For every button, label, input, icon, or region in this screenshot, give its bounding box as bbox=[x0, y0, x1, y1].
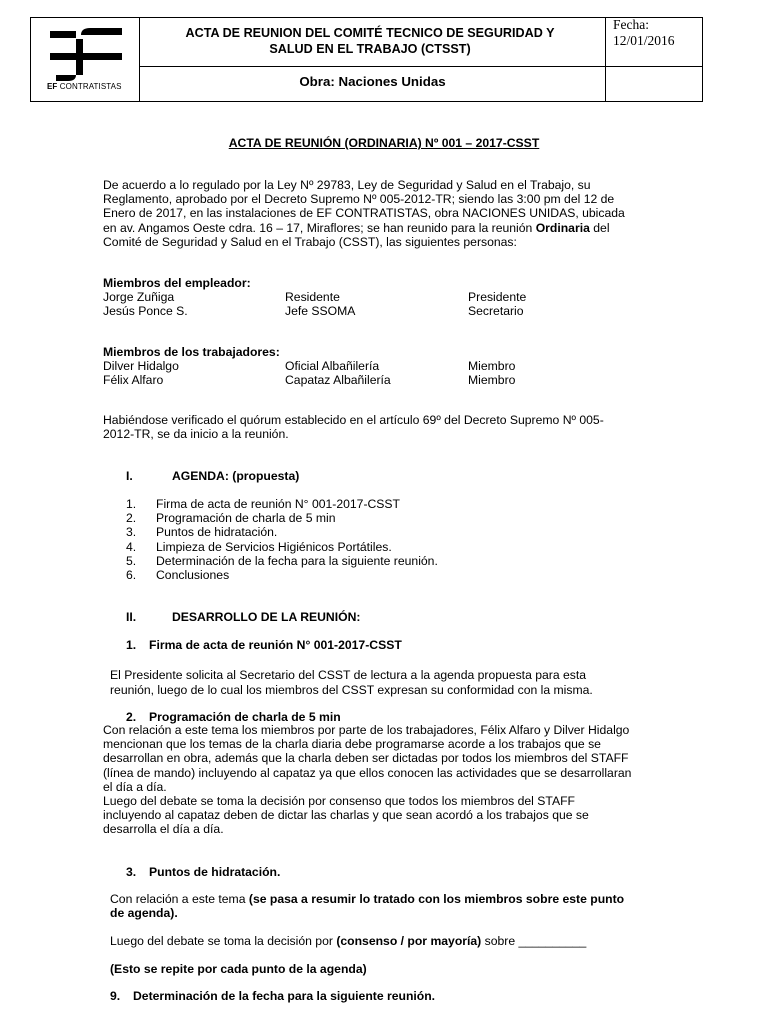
s2-paragraph: Con relación a este tema los miembros por parte de los trabajadores, Félix Alfaro y Dilver Hidalgo mencionan que los temas de la charla diaria debe programarse acorde a los trabajos que se desarrollan en obra, además que la charla deben ser dictadas por todos los miembros del STAFF (línea de mando) incluyendo al capataz ya que ellos conocen las actividades que se desarrollaran el día a día. Luego del debate se toma la decisión por consenso que todos los miembros del STAFF incluyendo al capataz deben de dictar las charlas y que sean acordó a los trabajos que se desarrolla el día a día. bbox=[103, 723, 632, 837]
member-role: Jefe SSOMA bbox=[285, 304, 356, 318]
subsection-number: 1. bbox=[126, 638, 137, 652]
section-number: II. bbox=[126, 610, 137, 624]
logo-text: EF CONTRATISTAS bbox=[47, 82, 122, 91]
agenda-item: Programación de charla de 5 min bbox=[156, 511, 336, 525]
member-name: Jorge Zuñiga bbox=[103, 290, 175, 304]
quorum-line: Habiéndose verificado el quórum establecido en el artículo 69º del Decreto Supremo Nº 005- bbox=[103, 413, 604, 427]
subsection-number: 3. bbox=[126, 865, 137, 879]
s3-paragraph-1-cont: de agenda). bbox=[110, 906, 178, 920]
document-header-title: ACTA DE REUNION DEL COMITÉ TECNICO DE SEGURIDAD Y SALUD EN EL TRABAJO (CTSST) bbox=[185, 26, 555, 56]
desarrollo-heading: DESARROLLO DE LA REUNIÓN: bbox=[172, 610, 361, 624]
member-name: Félix Alfaro bbox=[103, 373, 164, 387]
header-divider-logo bbox=[139, 17, 140, 102]
acta-title: ACTA DE REUNIÓN (ORDINARIA) Nº 001 – 2017-CSST bbox=[228, 136, 540, 150]
member-position: Miembro bbox=[468, 373, 516, 387]
agenda-item: Conclusiones bbox=[156, 568, 230, 582]
subsection-number: 2. bbox=[126, 710, 137, 724]
obra-label: Obra: Naciones Unidas bbox=[299, 74, 446, 89]
agenda-item: Limpieza de Servicios Higiénicos Portátiles. bbox=[156, 540, 392, 554]
member-position: Secretario bbox=[468, 304, 524, 318]
fecha-field: Fecha: 12/01/2016 bbox=[613, 17, 675, 48]
agenda-item: Firma de acta de reunión N° 001-2017-CSST bbox=[156, 497, 401, 511]
quorum-line: 2012-TR, se da inicio a la reunión. bbox=[103, 427, 289, 441]
agenda-item-number: 5. bbox=[126, 554, 137, 568]
s1-paragraph: El Presidente solicita al Secretario del CSST de lectura a la agenda propuesta para esta reunión, luego de lo cual los miembros del CSST expresan su conformidad con la misma. bbox=[110, 668, 593, 697]
empleador-heading: Miembros del empleador: bbox=[103, 276, 251, 290]
agenda-item-number: 1. bbox=[126, 497, 137, 511]
intro-paragraph: De acuerdo a lo regulado por la Ley Nº 29783, Ley de Seguridad y Salud en el Trabajo, su Reglamento, aprobado por el Decreto Supremo Nº 005-2012-TR; siendo las 3:00 pm del 12 de Enero de 2017, en las instalaciones de EF CONTRATISTAS, obra NACIONES UNIDAS, ubicada en av. Angamos Oeste cdra. 16 – 17, Miraflores; se han reunido para la reunión Ordinaria del Comité de Seguridad y Salud en el Trabajo (CSST), las siguientes personas: bbox=[103, 178, 625, 249]
agenda-item-number: 4. bbox=[126, 540, 137, 554]
member-role: Residente bbox=[285, 290, 340, 304]
s3-note: (Esto se repite por cada punto de la agenda) bbox=[110, 962, 367, 976]
agenda-item-number: 2. bbox=[126, 511, 137, 525]
trabajadores-heading: Miembros de los trabajadores: bbox=[103, 345, 280, 359]
subsection-title: Puntos de hidratación. bbox=[149, 865, 281, 879]
member-position: Miembro bbox=[468, 359, 516, 373]
subsection-title: Determinación de la fecha para la siguiente reunión. bbox=[133, 989, 436, 1003]
agenda-item: Puntos de hidratación. bbox=[156, 525, 278, 539]
member-name: Jesús Ponce S. bbox=[103, 304, 188, 318]
member-position: Presidente bbox=[468, 290, 527, 304]
subsection-title: Programación de charla de 5 min bbox=[149, 710, 341, 724]
header-divider-date bbox=[605, 17, 606, 102]
header-divider-row bbox=[139, 66, 703, 67]
section-number: I. bbox=[126, 469, 133, 483]
agenda-heading: AGENDA: (propuesta) bbox=[172, 469, 300, 483]
subsection-number: 9. bbox=[110, 989, 121, 1003]
agenda-item-number: 3. bbox=[126, 525, 137, 539]
s3-paragraph-1: Con relación a este tema (se pasa a resumir lo tratado con los miembros sobre este punto bbox=[110, 892, 625, 906]
subsection-title: Firma de acta de reunión N° 001-2017-CSST bbox=[149, 638, 402, 652]
member-role: Oficial Albañilería bbox=[285, 359, 380, 373]
member-role: Capataz Albañilería bbox=[285, 373, 391, 387]
agenda-item: Determinación de la fecha para la siguiente reunión. bbox=[156, 554, 438, 568]
s3-paragraph-2: Luego del debate se toma la decisión por (consenso / por mayoría) sobre __________ bbox=[110, 934, 587, 948]
member-name: Dilver Hidalgo bbox=[103, 359, 179, 373]
agenda-item-number: 6. bbox=[126, 568, 137, 582]
